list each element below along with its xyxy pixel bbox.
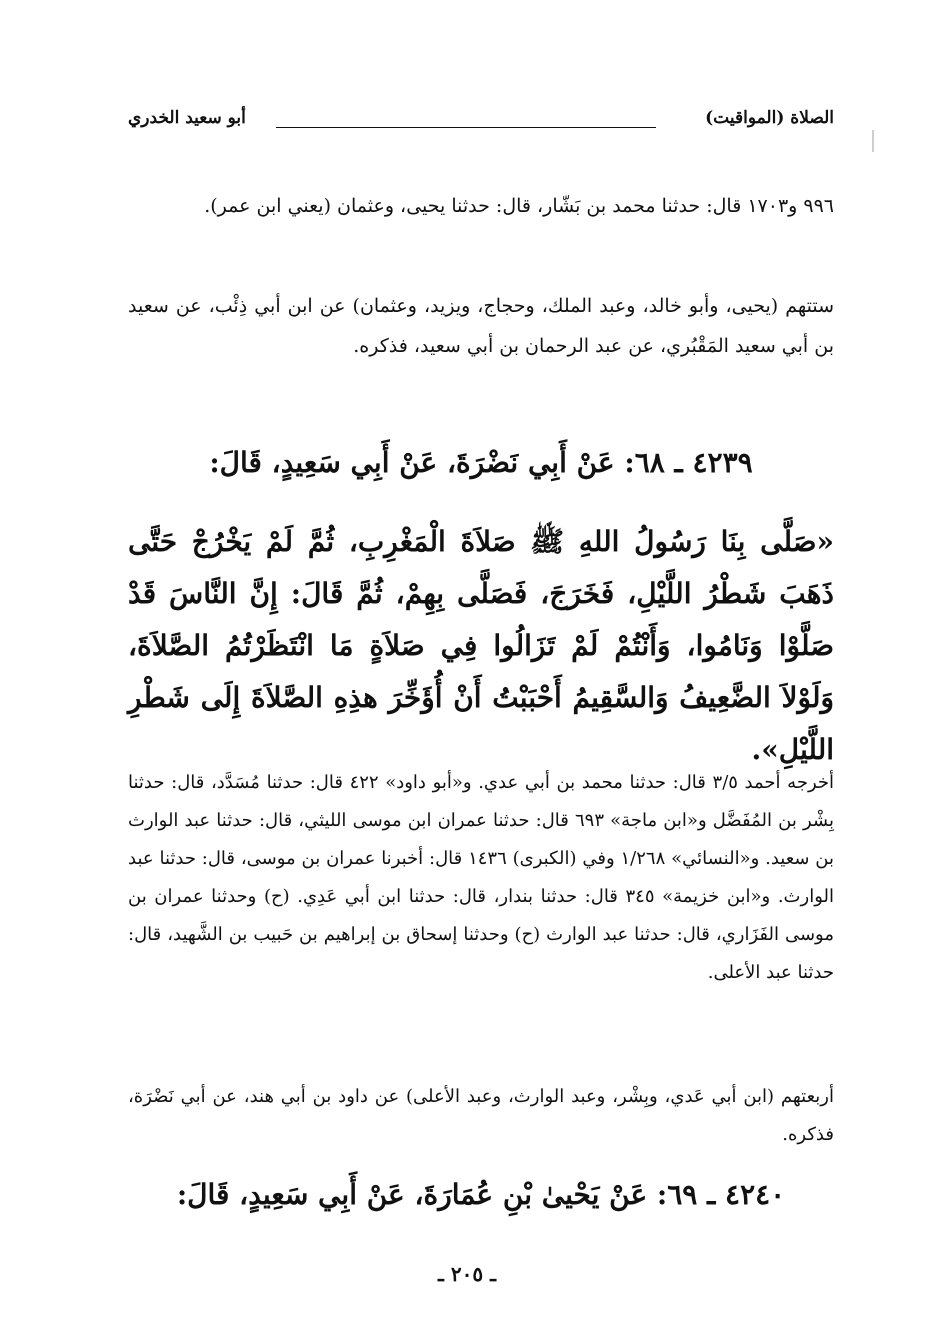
chain-paragraph-2: ستتهم (يحيى، وأبو خالد، وعبد الملك، وحجاج، ويزيد، وعثمان) عن ابن أبي ذِئْب، عن سعيد بن أبي سعيد المَقْبُري، عن عبد الرحمان بن أبي سعيد، فذكره. [128, 295, 834, 357]
header-rule [276, 127, 656, 128]
page-number: ـ ٢٠٥ ـ [438, 1262, 496, 1286]
hadith-text: «صَلَّى بِنَا رَسُولُ اللهِ ﷺ صَلاَةَ الْمَغْرِبِ، ثُمَّ لَمْ يَخْرُجْ حَتَّى ذَهَبَ شَطْرُ اللَّيْلِ، فَخَرَجَ، فَصَلَّى بِهِمْ، ثُمَّ قَالَ: إِنَّ النَّاسَ قَدْ صَلَّوْا وَنَامُوا، وَأَنْتُمْ لَمْ تَزَالُوا فِي صَلاَةٍ مَا انْتَظَرْتُمُ الصَّلاَةَ، وَلَوْلاَ الضَّعِيفُ وَالسَّقِيمُ أَحْبَبْتُ أَنْ أُؤَخِّرَ هذِهِ الصَّلاَةَ إِلَى شَطْرِ اللَّيْلِ». [128, 525, 834, 766]
hadith-heading-4240: ٤٢٤٠ ـ ٦٩: عَنْ يَحْيىٰ بْنِ عُمَارَةَ، عَنْ أَبِي سَعِيدٍ، قَالَ: [176, 1178, 786, 1211]
chain-paragraph-1: ٩٩٦ و١٧٠٣ قال: حدثنا محمد بن بَشّار، قال: حدثنا يحيى، وعثمان (يعني ابن عمر). [204, 195, 834, 217]
hadith-heading-4239: ٤٢٣٩ ـ ٦٨: عَنْ أَبِي نَضْرَةَ، عَنْ أَبِي سَعِيدٍ، قَالَ: [209, 446, 753, 479]
chain-paragraph-3: أربعتهم (ابن أبي عَدي، وبِشْر، وعبد الوارث، وعبد الأعلى) عن داود بن أبي هند، عن أبي نَضْرَة، فذكره. [128, 1086, 834, 1145]
takhrij-paragraph: أخرجه أحمد ٣/٥ قال: حدثنا محمد بن أبي عدي. و«أبو داود» ٤٢٢ قال: حدثنا مُسَدَّد، قال: حدثنا بِشْر بن المُفَضَّل و«ابن ماجة» ٦٩٣ قال: حدثنا عمران ابن موسى الليثي، قال: حدثنا عبد الوارث بن سعيد. و«النسائي» ١/٢٦٨ وفي (الكبرى) ١٤٣٦ قال: أخبرنا عمران بن موسى، قال: حدثنا عبد الوارث. و«ابن خزيمة» ٣٤٥ قال: حدثنا بندار، قال: حدثنا ابن أبي عَدِي. (ح) وحدثنا عمران بن موسى الفَزَاري، قال: حدثنا عبد الوارث (ح) وحدثنا إسحاق بن إبراهيم بن حَبيب بن الشَّهيد، قال: حدثنا عبد الأعلى. [128, 772, 835, 983]
page-edge-mark [872, 130, 874, 152]
header-companion-name: أبو سعيد الخدري [128, 108, 246, 128]
header-section-title: الصلاة (المواقيت) [705, 108, 834, 128]
running-header [128, 108, 834, 142]
